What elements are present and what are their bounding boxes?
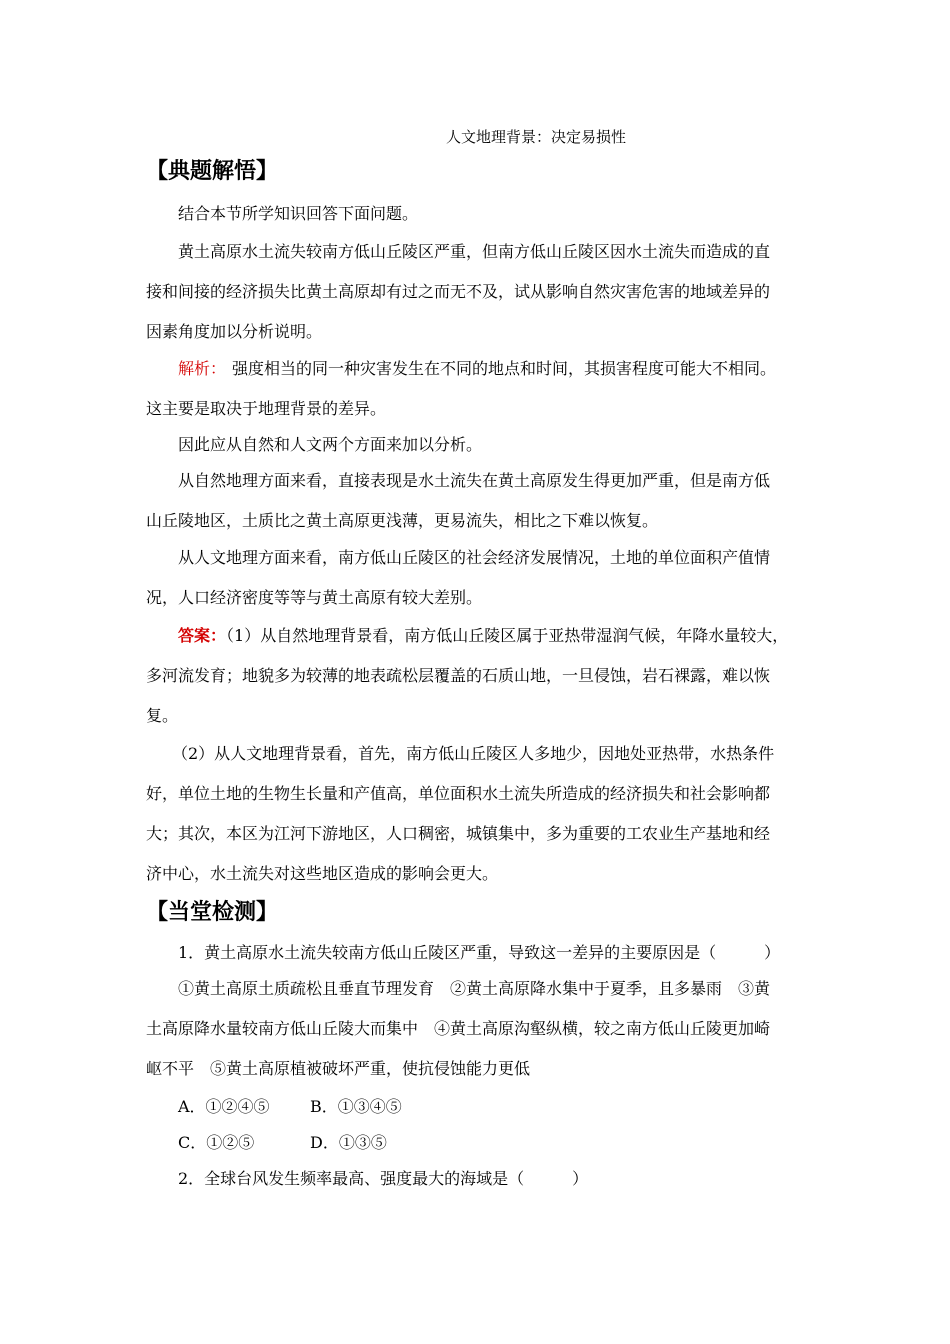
- answer-line-4: （2）从人文地理背景看，首先，南方低山丘陵区人多地少，因地处亚热带，水热条件: [172, 744, 775, 763]
- analysis-label: 解析：: [178, 359, 227, 378]
- q1-choice-c: C．①②⑤: [178, 1133, 255, 1152]
- analysis-line-5: 山丘陵地区，土质比之黄土高原更浅薄，更易流失，相比之下难以恢复。: [146, 511, 659, 530]
- analysis-line-2: 这主要是取决于地理背景的差异。: [146, 399, 387, 418]
- section-title-quiz: 【当堂检测】: [146, 900, 279, 925]
- question-line-2: 接和间接的经济损失比黄土高原却有过之而无不及，试从影响自然灾害危害的地域差异的: [146, 282, 771, 301]
- q1-choice-a: A．①②④⑤: [178, 1097, 270, 1116]
- analysis-line-7: 况，人口经济密度等等与黄土高原有较大差别。: [146, 588, 483, 607]
- q1-choice-d: D．①③⑤: [310, 1133, 387, 1152]
- question-line-1: 黄土高原水土流失较南方低山丘陵区严重，但南方低山丘陵区因水土流失而造成的直: [178, 242, 771, 261]
- answer-line-5: 好，单位土地的生物生长量和产值高，单位面积水土流失所造成的经济损失和社会影响都: [146, 784, 771, 803]
- analysis-text-1: 强度相当的同一种灾害发生在不同的地点和时间，其损害程度可能大不相同。: [232, 359, 777, 378]
- analysis-line-6: 从人文地理方面来看，南方低山丘陵区的社会经济发展情况，土地的单位面积产值情: [178, 548, 771, 567]
- analysis-line-3: 因此应从自然和人文两个方面来加以分析。: [178, 435, 483, 454]
- answer-text-1: （1）从自然地理背景看，南方低山丘陵区属于亚热带湿润气候，年降水量较大，: [226, 626, 789, 645]
- answer-line-6: 大；其次，本区为江河下游地区，人口稠密，城镇集中，多为重要的工农业生产基地和经: [146, 824, 771, 843]
- answer-label: 答案：: [178, 626, 227, 645]
- answer-line-1: [178, 625, 788, 647]
- q1-stem: 1．黄土高原水土流失较南方低山丘陵区严重，导致这一差异的主要原因是（ ）: [178, 943, 781, 962]
- analysis-line-4: 从自然地理方面来看，直接表现是水土流失在黄土高原发生得更加严重，但是南方低: [178, 471, 771, 490]
- intro-text: 结合本节所学知识回答下面问题。: [178, 204, 419, 223]
- page-subtitle: 人文地理背景：决定易损性: [446, 128, 627, 146]
- q1-choice-b: B．①③④⑤: [310, 1097, 402, 1116]
- q1-options-line-3: 岖不平 ⑤黄土高原植被破坏严重，使抗侵蚀能力更低: [146, 1059, 531, 1078]
- answer-line-7: 济中心，水土流失对这些地区造成的影响会更大。: [146, 864, 499, 883]
- section-title-example: 【典题解悟】: [146, 159, 279, 184]
- answer-line-3: 复。: [146, 706, 179, 725]
- q1-options-line-2: 土高原降水量较南方低山丘陵大而集中 ④黄土高原沟壑纵横，较之南方低山丘陵更加崎: [146, 1019, 771, 1038]
- q1-options-line-1: ①黄土高原土质疏松且垂直节理发育 ②黄土高原降水集中于夏季，且多暴雨 ③黄: [178, 979, 771, 998]
- q2-stem: 2．全球台风发生频率最高、强度最大的海域是（ ）: [178, 1169, 589, 1188]
- question-line-3: 因素角度加以分析说明。: [146, 322, 323, 341]
- analysis-line-1: [178, 358, 776, 380]
- answer-line-2: 多河流发育；地貌多为较薄的地表疏松层覆盖的石质山地，一旦侵蚀，岩石裸露，难以恢: [146, 666, 771, 685]
